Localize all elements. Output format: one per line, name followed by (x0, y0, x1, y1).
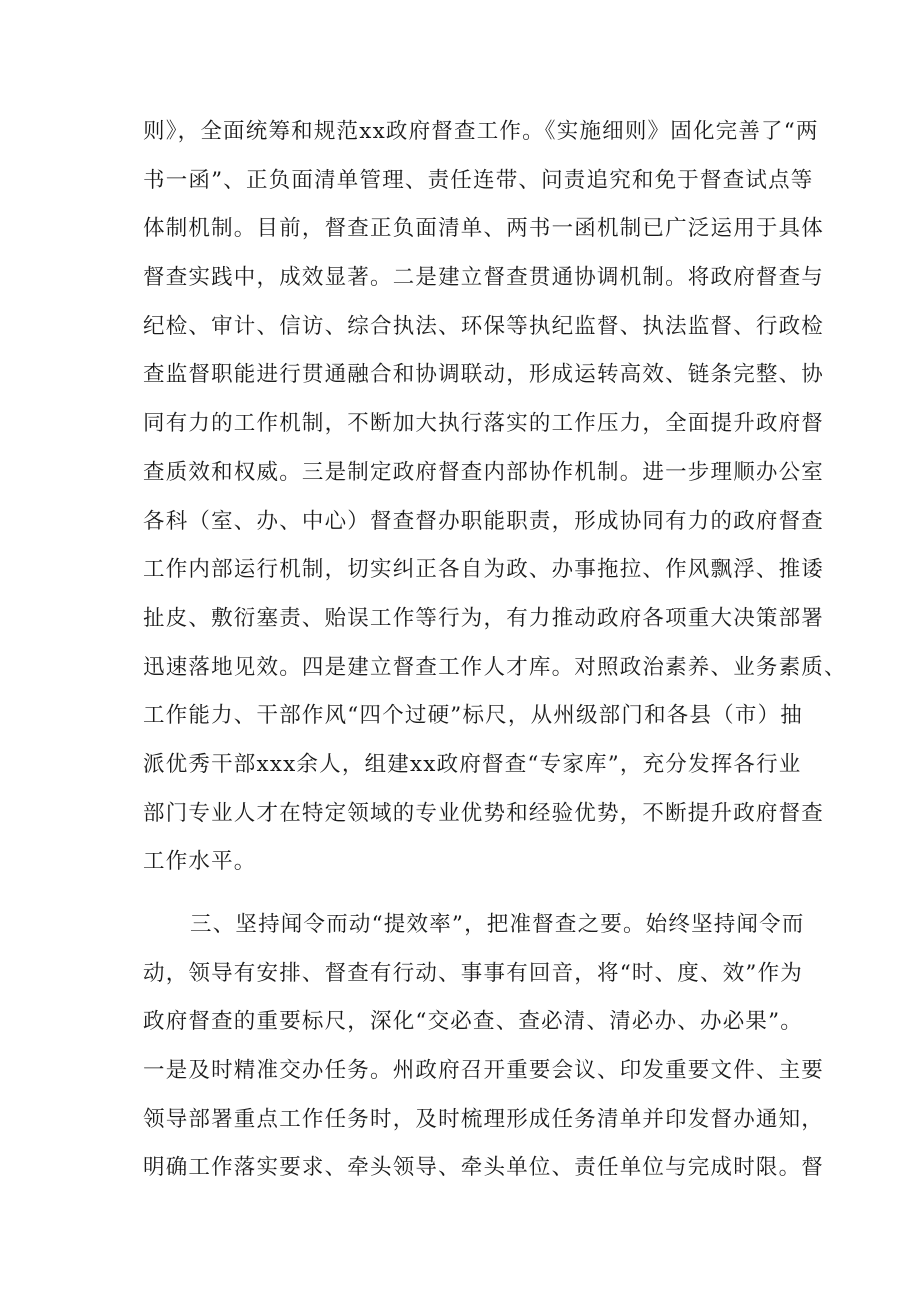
paragraph-1 (143, 108, 847, 887)
text-line: 督查实践中，成效显著。二是建立督查贯通协调机制。将政府督查与 (143, 265, 825, 291)
text-line: 同有力的工作机制，不断加大执行落实的工作压力，全面提升政府督 (143, 411, 825, 437)
document-body (143, 108, 847, 1193)
text-line: 迅速落地见效。四是建立督查工作人才库。对照政治素养、业务素质、 (143, 654, 847, 680)
text-line: 扯皮、敷衍塞责、贻误工作等行为，有力推动政府各项重大决策部署 (143, 605, 825, 631)
paragraph-2 (143, 901, 825, 1193)
text-line: 纪检、审计、信访、综合执法、环保等执纪监督、执法监督、行政检 (143, 313, 825, 339)
text-line: 各科（室、办、中心）督查督办职能职责，形成协同有力的政府督查 (143, 508, 825, 534)
text-line: 领导部署重点工作任务时，及时梳理形成任务清单并印发督办通知， (143, 1106, 825, 1132)
text-line: 工作能力、干部作风“四个过硬”标尺，从州级部门和各县（市）抽 (143, 703, 803, 729)
text-line: 体制机制。目前，督查正负面清单、两书一函机制已广泛运用于具体 (143, 216, 825, 242)
text-line: 查质效和权威。三是制定政府督查内部协作机制。进一步理顺办公室 (143, 459, 825, 485)
text-line: 查监督职能进行贯通融合和协调联动，形成运转高效、链条完整、协 (143, 362, 825, 388)
text-line: 政府督查的重要标尺，深化“交必查、查必清、清必办、办必果”。 (143, 1009, 803, 1035)
text-line: 书一函”、正负面清单管理、责任连带、问责追究和免于督查试点等 (143, 167, 814, 193)
text-line: 工作内部运行机制，切实纠正各自为政、办事拖拉、作风飘浮、推诿 (143, 557, 825, 583)
paragraph-gap (143, 887, 783, 901)
text-line: 派优秀干部xxx余人，组建xx政府督查“专家库”，充分发挥各行业 (143, 751, 802, 777)
text-line: 则》，全面统筹和规范xx政府督查工作。《实施细则》固化完善了“两 (143, 119, 819, 144)
text-line: 工作水平。 (143, 849, 257, 875)
text-line: 明确工作落实要求、牵头领导、牵头单位、责任单位与完成时限。督 (143, 1155, 825, 1181)
section-heading-line: 三、坚持闻令而动“提效率”，把准督查之要。始终坚持闻令而 (190, 912, 805, 937)
text-line: 一是及时精准交办任务。州政府召开重要会议、印发重要文件、主要 (143, 1058, 825, 1084)
text-line: 动，领导有安排、督查有行动、事事有回音，将“时、度、效”作为 (143, 960, 803, 986)
text-line: 部门专业人才在特定领域的专业优势和经验优势，不断提升政府督查 (143, 800, 825, 826)
